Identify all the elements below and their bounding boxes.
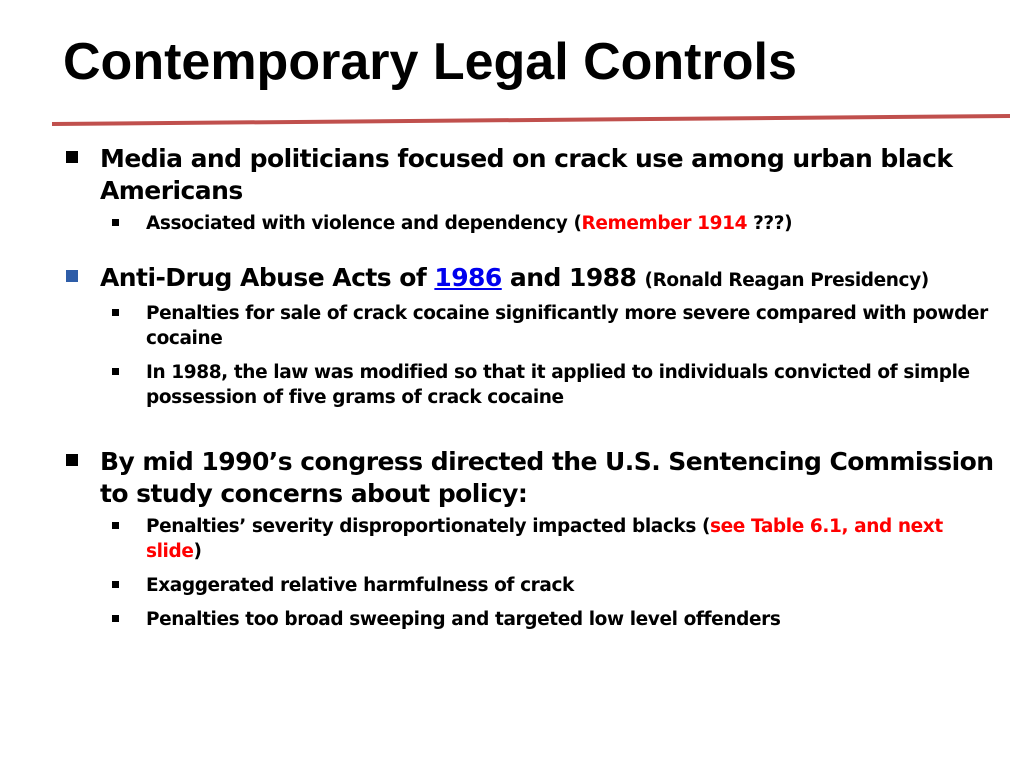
sub-bullet-text: Exaggerated relative harmfulness of crack	[146, 575, 574, 596]
sub-bullet-text: In 1988, the law was modified so that it applied to individuals convicted of simple possession of five grams of crack cocaine	[146, 362, 970, 408]
reagan-presidency-note: (Ronald Reagan Presidency)	[644, 270, 929, 291]
square-bullet-icon	[112, 309, 119, 316]
sub-bullet-1988-modification	[111, 360, 996, 410]
square-bullet-icon	[112, 581, 119, 588]
sub-bullet-violence-dependency	[111, 211, 996, 236]
bullet-text: Anti-Drug Abuse Acts of	[100, 263, 435, 292]
sub-bullet-disproportionate-impact	[111, 514, 996, 564]
square-bullet-icon	[112, 522, 119, 529]
sub-bullet-text: Associated with violence and dependency (	[146, 213, 582, 234]
bullet-text: By mid 1990’s congress directed the U.S. Sentencing Commission to study concerns about policy:	[100, 447, 994, 508]
see-table-highlight: see Table 6.1, and next slide	[146, 516, 943, 562]
slide-content	[66, 143, 996, 632]
sub-bullet-exaggerated-harm	[111, 573, 996, 598]
link-1986[interactable]: 1986	[434, 263, 502, 292]
square-bullet-icon	[112, 219, 119, 226]
sub-bullet-text-end: )	[193, 541, 202, 562]
bullet-text: Media and politicians focused on crack use among urban black Americans	[100, 144, 953, 205]
title-divider-line	[0, 0, 1024, 130]
square-bullet-icon	[66, 270, 78, 282]
square-bullet-icon	[66, 151, 78, 163]
sub-bullet-text: Penalties too broad sweeping and targeted low level offenders	[146, 609, 781, 630]
square-bullet-icon	[66, 454, 78, 466]
bullet-sentencing-commission	[66, 446, 996, 510]
sub-bullet-penalties-sale	[111, 301, 996, 351]
slide-title: Contemporary Legal Controls	[63, 33, 797, 91]
sub-bullet-text: Penalties for sale of crack cocaine significantly more severe compared with powder cocaine	[146, 303, 988, 349]
bullet-anti-drug-abuse-acts	[66, 262, 996, 297]
sub-bullet-text-end: ???)	[747, 213, 793, 234]
sub-bullet-text: Penalties’ severity disproportionately impacted blacks (	[146, 516, 711, 537]
remember-1914-highlight: Remember 1914	[581, 213, 748, 234]
square-bullet-icon	[112, 368, 119, 375]
bullet-text-middle: and 1988	[501, 263, 645, 292]
square-bullet-icon	[112, 615, 119, 622]
bullet-media-politicians	[66, 143, 996, 207]
sub-bullet-too-broad	[111, 607, 996, 632]
